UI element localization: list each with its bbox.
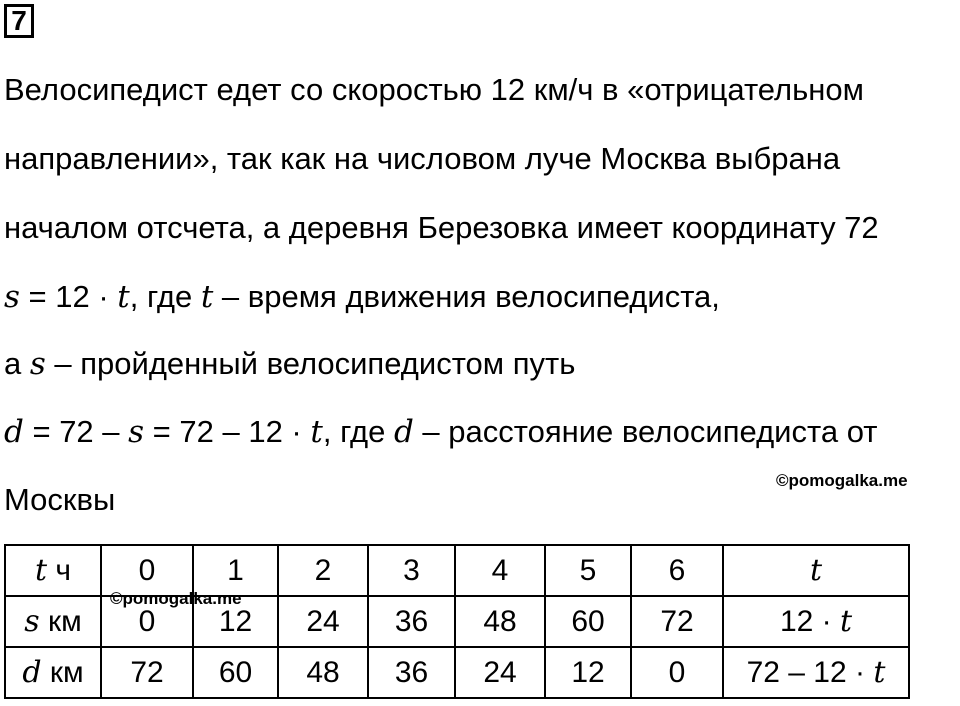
table-cell: 4	[455, 545, 545, 596]
var-d: d	[4, 414, 24, 450]
table-row	[5, 647, 909, 698]
table-cell: 72	[631, 596, 723, 647]
table-cell: 72	[101, 647, 193, 698]
problem-number: 7	[4, 4, 34, 38]
text-line-5	[4, 346, 575, 382]
formula-variable: t	[873, 655, 886, 690]
table-cell: 36	[368, 596, 455, 647]
table-watermark: ©pomogalka.me	[110, 589, 242, 608]
formula-variable: t	[839, 604, 853, 639]
row-variable: s	[24, 604, 40, 639]
text-part: = 12 ·	[19, 279, 118, 314]
var-s: s	[128, 414, 145, 450]
table-cell: 60	[193, 647, 278, 698]
row-header	[5, 647, 101, 698]
table-cell: 2	[278, 545, 368, 596]
table-cell: 1	[193, 545, 278, 596]
formula-variable: t	[809, 553, 823, 588]
text-part: а	[4, 346, 30, 381]
var-s: s	[29, 346, 46, 382]
table-cell: 0	[631, 647, 723, 698]
var-t: t	[117, 279, 130, 315]
text-line-3: началом отсчета, а деревня Березовка имеет координату 72	[4, 210, 879, 245]
text-line-6	[4, 414, 877, 450]
formula-cell	[723, 647, 909, 698]
text-part: = 72 –	[23, 414, 129, 449]
table-cell: 3	[368, 545, 455, 596]
row-unit: км	[39, 605, 82, 638]
text-line-7: Москвы	[4, 482, 116, 517]
row-unit: км	[41, 656, 84, 689]
table-cell: 60	[545, 596, 631, 647]
var-s: s	[4, 279, 20, 315]
text-part: – пройденный велосипедистом путь	[45, 346, 576, 381]
text-part: , где	[129, 279, 201, 314]
row-unit: ч	[47, 554, 72, 587]
formula-cell	[723, 596, 909, 647]
row-variable: t	[34, 553, 48, 588]
var-d: d	[393, 414, 414, 450]
table-cell: 6	[631, 545, 723, 596]
row-variable: d	[22, 655, 42, 690]
var-t: t	[200, 279, 214, 315]
text-line-2: направлении», так как на числовом луче Москва выбрана	[4, 141, 841, 176]
table-cell: 48	[455, 596, 545, 647]
text-line-4	[4, 279, 720, 315]
text-part: = 72 – 12 ·	[144, 414, 311, 449]
table-cell: 12	[545, 647, 631, 698]
table-cell: 12	[193, 596, 278, 647]
row-header	[5, 596, 101, 647]
values-table	[4, 544, 910, 699]
table-cell: 24	[278, 596, 368, 647]
table-cell: 24	[455, 647, 545, 698]
table-cell: 36	[368, 647, 455, 698]
text-part: – расстояние велосипедиста от	[413, 414, 878, 449]
row-header	[5, 545, 101, 596]
watermark: ©pomogalka.me	[776, 471, 908, 490]
text-part: – время движения велосипедиста,	[213, 279, 720, 314]
formula-text: 12 ·	[779, 605, 840, 638]
text-line-1: Велосипедист едет со скоростью 12 км/ч в «отрицательном	[4, 72, 864, 107]
table-cell: 48	[278, 647, 368, 698]
text-part: , где	[322, 414, 394, 449]
var-t: t	[310, 414, 323, 450]
formula-text: 72 – 12 ·	[746, 656, 874, 689]
table-cell: 5	[545, 545, 631, 596]
table-cell: 0	[101, 545, 193, 596]
formula-cell	[723, 545, 909, 596]
table-cell: 0	[101, 596, 193, 647]
